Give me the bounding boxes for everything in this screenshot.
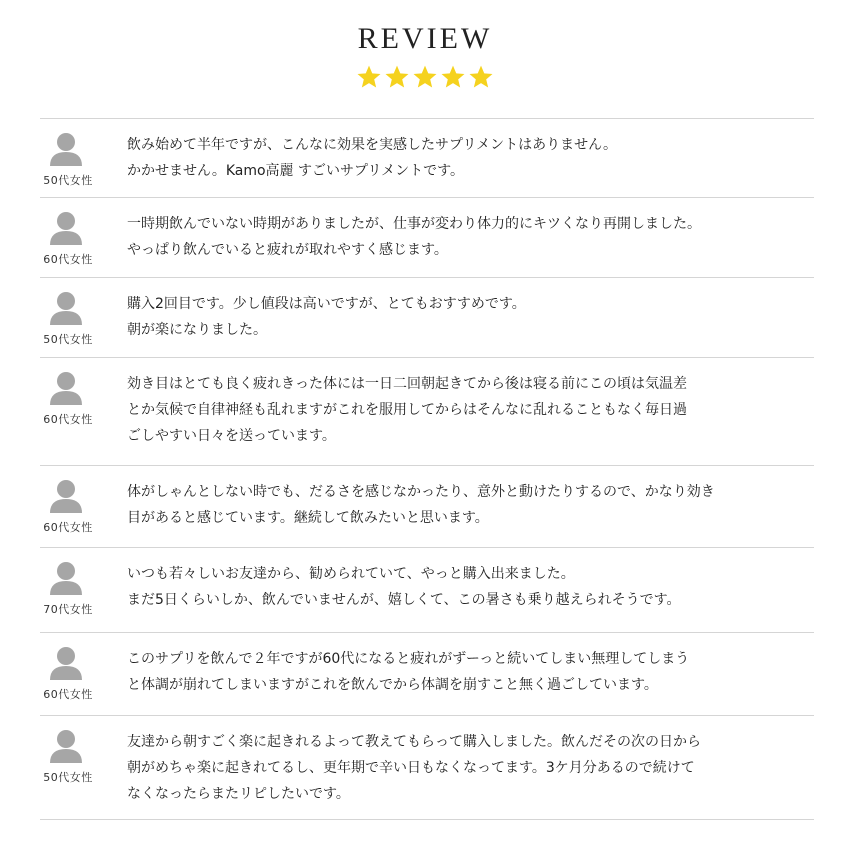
star-icon bbox=[468, 64, 494, 90]
review-item bbox=[40, 548, 814, 633]
review-line: まだ5日くらいしか、飲んでいませんが、嬉しくて、この暑さも乗り越えられそうです。 bbox=[127, 592, 681, 608]
star-icon bbox=[384, 64, 410, 90]
review-text bbox=[127, 729, 808, 807]
star-icon bbox=[412, 64, 438, 90]
reviewer-age: 50代女性 bbox=[43, 771, 93, 784]
reviewer-age: 50代女性 bbox=[43, 174, 93, 187]
review-text bbox=[127, 479, 808, 531]
reviewer-age: 60代女性 bbox=[43, 253, 93, 266]
review-text bbox=[127, 371, 808, 449]
review-list bbox=[40, 118, 814, 820]
avatar-icon bbox=[48, 729, 84, 763]
avatar-icon bbox=[48, 291, 84, 325]
review-item bbox=[40, 119, 814, 198]
review-line: 飲み始めて半年ですが、こんなに効果を実感したサプリメントはありません。 bbox=[127, 137, 617, 153]
review-line: 購入2回目です。少し値段は高いですが、とてもおすすめです。 bbox=[127, 296, 526, 312]
review-line: 友達から朝すごく楽に起きれるよって教えてもらって購入しました。飲んだその次の日から bbox=[127, 734, 701, 750]
review-item bbox=[40, 716, 814, 820]
review-line: ごしやすい日々を送っています。 bbox=[127, 428, 336, 444]
review-text bbox=[127, 646, 808, 698]
review-line: このサプリを飲んで２年ですが60代になると疲れがずーっと続いてしまい無理してしまう bbox=[127, 651, 690, 667]
avatar-icon bbox=[48, 371, 84, 405]
review-item bbox=[40, 466, 814, 548]
avatar-icon bbox=[48, 132, 84, 166]
review-line: やっぱり飲んでいると疲れが取れやすく感じます。 bbox=[127, 242, 448, 258]
review-line: と体調が崩れてしまいますがこれを飲んでから体調を崩すこと無く過ごしています。 bbox=[127, 677, 658, 693]
review-line: とか気候で自律神経も乱れますがこれを服用してからはそんなに乱れることもなく毎日過 bbox=[127, 402, 687, 418]
review-line: 目があると感じています。継続して飲みたいと思います。 bbox=[127, 510, 489, 526]
review-header bbox=[0, 0, 850, 118]
review-item bbox=[40, 278, 814, 358]
avatar-icon bbox=[48, 646, 84, 680]
reviewer-age: 60代女性 bbox=[43, 413, 93, 426]
review-line: 朝がめちゃ楽に起きれてるし、更年期で辛い日もなくなってます。3ケ月分あるので続けて bbox=[127, 760, 695, 776]
review-item bbox=[40, 198, 814, 278]
page-title: REVIEW bbox=[357, 22, 493, 55]
review-item bbox=[40, 358, 814, 466]
reviewer-age: 70代女性 bbox=[43, 603, 93, 616]
star-icon bbox=[440, 64, 466, 90]
star-rating bbox=[0, 64, 850, 90]
review-text bbox=[127, 132, 808, 184]
avatar-icon bbox=[48, 211, 84, 245]
review-item bbox=[40, 633, 814, 716]
avatar-icon bbox=[48, 479, 84, 513]
review-line: 一時期飲んでいない時期がありましたが、仕事が変わり体力的にキツくなり再開しました。 bbox=[127, 216, 701, 232]
reviewer-age: 60代女性 bbox=[43, 688, 93, 701]
review-line: 朝が楽になりました。 bbox=[127, 322, 267, 338]
review-line: 効き目はとても良く疲れきった体には一日二回朝起きてから後は寝る前にこの頃は気温差 bbox=[127, 376, 687, 392]
reviewer-age: 50代女性 bbox=[43, 333, 93, 346]
reviewer-age: 60代女性 bbox=[43, 521, 93, 534]
review-line: 体がしゃんとしない時でも、だるさを感じなかったり、意外と動けたりするので、かなり効き bbox=[127, 484, 715, 500]
review-line: なくなったらまたリピしたいです。 bbox=[127, 786, 350, 802]
review-line: いつも若々しいお友達から、勧められていて、やっと購入出来ました。 bbox=[127, 566, 575, 582]
avatar-icon bbox=[48, 561, 84, 595]
review-text bbox=[127, 291, 808, 343]
star-icon bbox=[356, 64, 382, 90]
review-text bbox=[127, 561, 808, 613]
review-text bbox=[127, 211, 808, 263]
review-line: かかせません。Kamo高麗 すごいサプリメントです。 bbox=[127, 163, 465, 179]
